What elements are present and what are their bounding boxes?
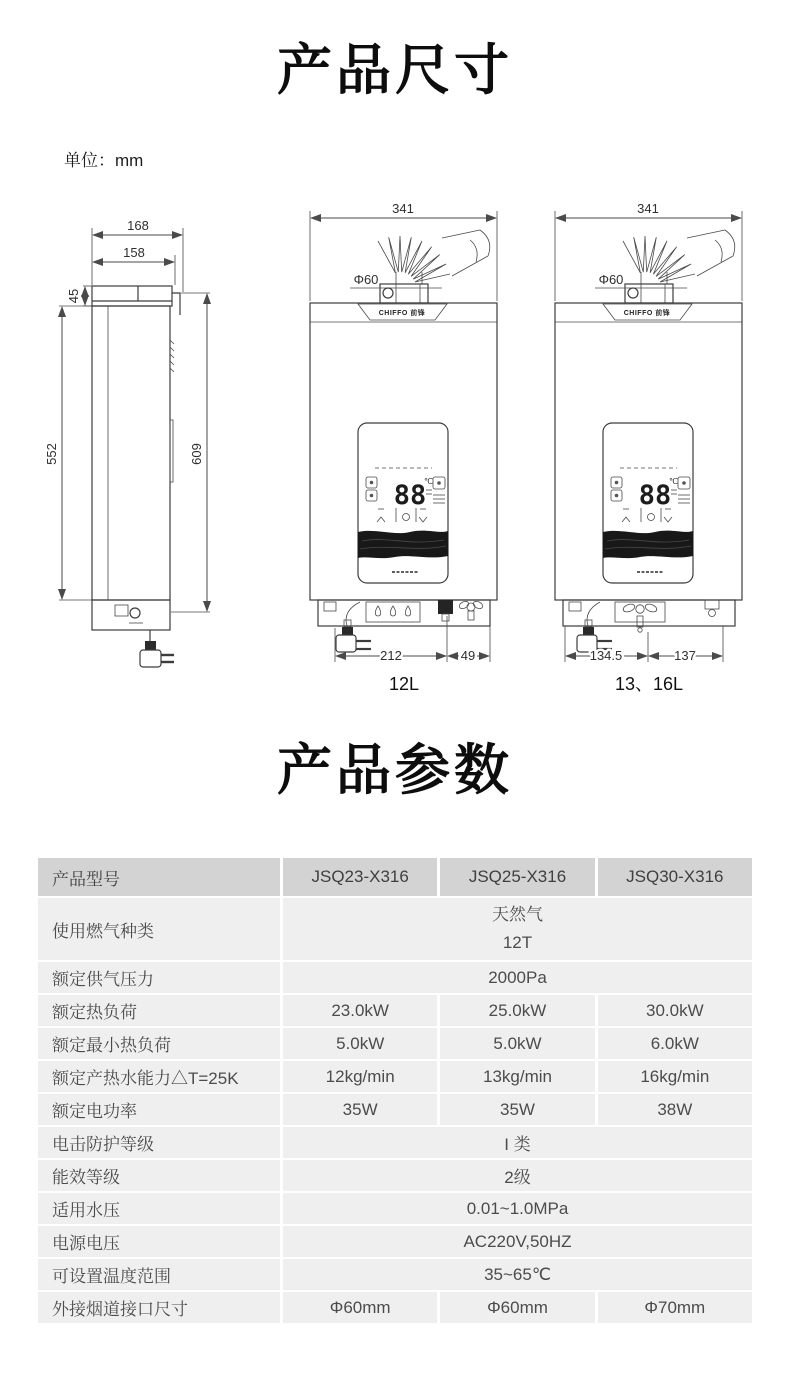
table-header-row [38,858,752,896]
row-label: 外接烟道接口尺寸 [38,1292,280,1323]
dim-bottom-left-12l: 212 [380,648,402,663]
row-label: 可设置温度范围 [38,1259,280,1290]
row-value: 30.0kW [598,995,752,1026]
model-name: JSQ25-X316 [440,858,594,896]
dim-width-13-16l: 341 [637,201,659,216]
row-value: 12kg/min [283,1061,437,1092]
header-label: 产品型号 [38,858,280,896]
display-temp-12l: 88 [393,480,427,511]
front-view-13-16l-drawing [545,196,760,698]
exhaust-duct-12l [378,236,450,282]
row-value: 0.01~1.0MPa [283,1193,752,1224]
unit-label: 单位：mm [64,151,144,170]
row-label: 额定热负荷 [38,995,280,1026]
temp-down-icon [664,517,672,522]
row-label: 额定最小热负荷 [38,1028,280,1059]
row-value: Φ60mm [283,1292,437,1323]
row-value: 35W [440,1094,594,1125]
page-title-dimensions: 产品尺寸 [276,39,513,101]
row-value: 35W [283,1094,437,1125]
row-label: 适用水压 [38,1193,280,1224]
page-title-parameters: 产品参数 [276,739,513,801]
variant-label-12l: 12L [388,674,420,694]
row-value: AC220V,50HZ [283,1226,752,1257]
row-value: Φ60mm [440,1292,594,1323]
dim-flue-12l: Φ60 [353,272,379,287]
table-row [38,1094,752,1125]
dim-top-depth: 45 [66,288,81,304]
power-icon [403,514,410,521]
dim-bottom-right-12l: 49 [460,648,476,663]
table-row [38,898,752,960]
brand-logo-13-16l: CHIFFO 前锋 [623,310,671,317]
variant-label-13-16l: 13、16L [614,674,684,694]
dim-width-outer: 168 [127,218,149,233]
row-label: 能效等级 [38,1160,280,1191]
row-label: 额定电功率 [38,1094,280,1125]
dim-width-12l: 341 [392,201,414,216]
table-row [38,995,752,1026]
row-value: 2级 [283,1160,752,1191]
table-row [38,1127,752,1158]
row-label: 电源电压 [38,1226,280,1257]
table-row [38,1160,752,1191]
spec-table [38,858,752,1323]
display-wave-band [603,531,693,559]
row-label: 使用燃气种类 [38,898,280,960]
row-value: 38W [598,1094,752,1125]
display-temp-13-16l: 88 [638,480,672,511]
table-row [38,1061,752,1092]
table-row [38,1193,752,1224]
row-value: 25.0kW [440,995,594,1026]
table-row [38,1226,752,1257]
row-value: 5.0kW [440,1028,594,1059]
row-value: I 类 [283,1127,752,1158]
dim-flue-13-16l: Φ60 [598,272,624,287]
row-label: 电击防护等级 [38,1127,280,1158]
dim-bottom-right-13-16l: 137 [674,648,696,663]
model-name: JSQ30-X316 [598,858,752,896]
dim-body-height: 552 [44,443,59,465]
table-row [38,962,752,993]
row-value: 16kg/min [598,1061,752,1092]
dim-bottom-left-13-16l: 134.5 [589,648,623,663]
dim-total-height: 609 [189,443,204,465]
row-value: 天然气 12T [283,898,752,960]
temp-up-icon [622,517,630,522]
row-value: Φ70mm [598,1292,752,1323]
power-icon [648,514,655,521]
side-view-drawing [45,205,245,675]
row-value: 5.0kW [283,1028,437,1059]
row-label: 额定产热水能力△T=25K [38,1061,280,1092]
dim-width-inner: 158 [123,245,145,260]
temp-down-icon [419,517,427,522]
temp-up-icon [377,517,385,522]
table-row [38,1259,752,1290]
row-value: 35~65℃ [283,1259,752,1290]
front-view-12l-drawing [300,196,515,698]
brand-logo-12l: CHIFFO 前锋 [378,310,426,317]
row-value: 23.0kW [283,995,437,1026]
model-name: JSQ23-X316 [283,858,437,896]
row-value: 13kg/min [440,1061,594,1092]
exhaust-duct-13-16l [623,236,695,282]
display-temp-unit-13-16l: ℃ [669,477,678,486]
row-label: 额定供气压力 [38,962,280,993]
row-value: 2000Pa [283,962,752,993]
row-value: 6.0kW [598,1028,752,1059]
display-temp-unit-12l: ℃ [424,477,433,486]
table-row [38,1028,752,1059]
table-row [38,1292,752,1323]
display-wave-band [358,531,448,559]
